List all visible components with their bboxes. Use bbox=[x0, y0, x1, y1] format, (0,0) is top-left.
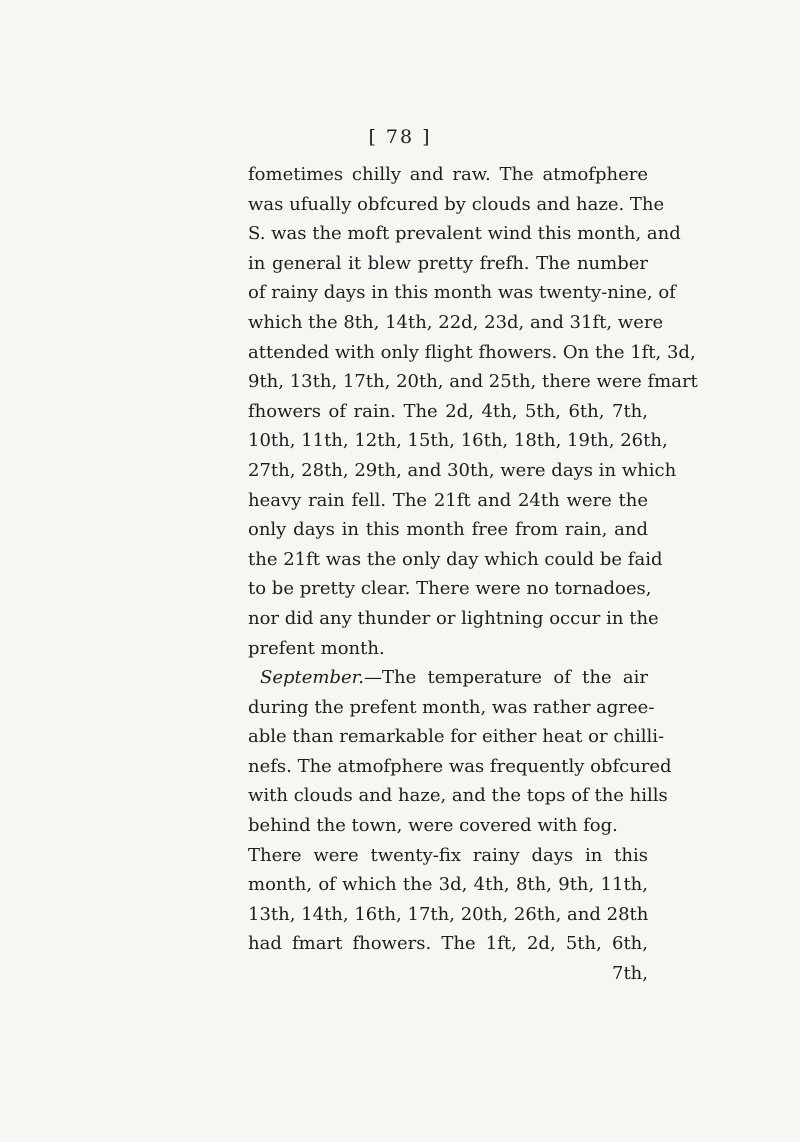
text-line: 10th, 11th, 12th, 15th, 16th, 18th, 19th, 26th, bbox=[248, 430, 668, 452]
text-line: nor did any thunder or lightning occur in the bbox=[248, 607, 659, 629]
text-line: behind the town, were covered with fog. bbox=[248, 815, 618, 837]
text-line: which the 8th, 14th, 22d, 23d, and 31ft, were bbox=[248, 311, 664, 333]
text-line: was ufually obfcured by clouds and haze. The bbox=[248, 193, 665, 215]
text-line: with clouds and haze, and the tops of the hills bbox=[248, 785, 668, 807]
text-line: had fmart fhowers. The 1ft, 2d, 5th, 6th, bbox=[248, 933, 648, 955]
text-line: the 21ft was the only day which could be faid bbox=[248, 548, 663, 570]
text-line: fometimes chilly and raw. The atmofphere bbox=[248, 164, 648, 185]
september-first-line bbox=[248, 663, 648, 693]
text-line: month, of which the 3d, 4th, 8th, 9th, 11th, bbox=[248, 874, 648, 896]
page-number: [ 78 ] bbox=[368, 126, 432, 148]
text-line: 27th, 28th, 29th, and 30th, were days in which bbox=[248, 459, 677, 481]
text-line: in general it blew pretty frefh. The number bbox=[248, 252, 648, 274]
text-line: 9th, 13th, 17th, 20th, and 25th, there were fmart bbox=[248, 371, 698, 393]
text-line: prefent month. bbox=[248, 637, 385, 659]
text-line: of rainy days in this month was twenty-nine, of bbox=[248, 282, 676, 304]
text-line: There were twenty-fix rainy days in this bbox=[248, 844, 648, 866]
section-heading-september: September. bbox=[260, 667, 364, 689]
text-line: only days in this month free from rain, and bbox=[248, 519, 648, 541]
catchword: 7th, bbox=[612, 963, 648, 985]
text-line: able than remarkable for either heat or chilli- bbox=[248, 726, 665, 748]
text-line: during the prefent month, was rather agree- bbox=[248, 696, 655, 718]
body-text bbox=[248, 160, 698, 989]
text-line: S. was the moft prevalent wind this month, and bbox=[248, 223, 681, 245]
text-line: to be pretty clear. There were no tornadoes, bbox=[248, 578, 652, 600]
text-line: fhowers of rain. The 2d, 4th, 5th, 6th, 7th, bbox=[248, 400, 648, 422]
text-line: heavy rain fell. The 21ft and 24th were the bbox=[248, 489, 648, 511]
text-line-rest: —The temperature of the air bbox=[363, 667, 648, 689]
text-line: 13th, 14th, 16th, 17th, 20th, 26th, and 28th bbox=[248, 903, 649, 925]
text-line: attended with only flight fhowers. On the 1ft, 3d, bbox=[248, 341, 696, 363]
text-line: nefs. The atmofphere was frequently obfcured bbox=[248, 755, 672, 777]
